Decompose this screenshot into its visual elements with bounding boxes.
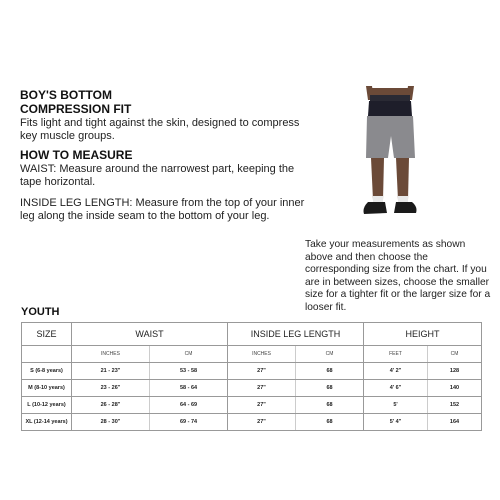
cell-leg-cm: 68 — [296, 414, 364, 431]
cell-waist-inches: 26 - 28" — [72, 397, 150, 414]
cell-leg-cm: 68 — [296, 380, 364, 397]
cell-height-feet: 4' 6" — [364, 380, 428, 397]
cell-height-cm: 128 — [428, 363, 482, 380]
model-shorts — [366, 116, 415, 158]
model-torso — [368, 88, 412, 96]
cell-leg-inches: 27" — [228, 380, 296, 397]
how-to-measure-heading: HOW TO MEASURE — [20, 148, 133, 162]
cell-waist-inches: 21 - 23" — [72, 363, 150, 380]
cell-leg-cm: 68 — [296, 363, 364, 380]
cell-size: L (10-12 years) — [22, 397, 72, 414]
fit-description: Fits light and tight against the skin, designed to compress key muscle groups. — [20, 117, 300, 142]
header-height: HEIGHT — [364, 323, 482, 346]
cell-waist-cm: 53 - 58 — [150, 363, 228, 380]
subheader-waist-cm: CM — [150, 346, 228, 363]
cell-waist-cm: 64 - 69 — [150, 397, 228, 414]
model-shoe-left — [364, 202, 388, 214]
model-shoe-right — [394, 202, 417, 213]
model-photo — [352, 86, 434, 226]
cell-waist-cm: 58 - 64 — [150, 380, 228, 397]
cell-height-feet: 5' 4" — [364, 414, 428, 431]
size-chart-table — [21, 322, 482, 431]
subheader-leg-cm: CM — [296, 346, 364, 363]
cell-leg-inches: 27" — [228, 363, 296, 380]
section-label: YOUTH — [21, 306, 60, 318]
cell-height-feet: 4' 2" — [364, 363, 428, 380]
subheader-height-cm: CM — [428, 346, 482, 363]
cell-height-feet: 5' — [364, 397, 428, 414]
title-line-2: COMPRESSION FIT — [20, 102, 132, 116]
subheader-leg-inches: INCHES — [228, 346, 296, 363]
table-row — [22, 380, 482, 397]
table-subheader-row — [22, 346, 482, 363]
cell-waist-cm: 69 - 74 — [150, 414, 228, 431]
table-header-row — [22, 323, 482, 346]
table-row — [22, 397, 482, 414]
cell-waist-inches: 23 - 26" — [72, 380, 150, 397]
cell-size: XL (12-14 years) — [22, 414, 72, 431]
model-sock-right — [398, 196, 408, 202]
cell-size: S (6-8 years) — [22, 363, 72, 380]
model-sock-left — [373, 196, 383, 202]
title-line-1: BOY'S BOTTOM — [20, 88, 112, 102]
cell-leg-inches: 27" — [228, 414, 296, 431]
table-row — [22, 363, 482, 380]
cell-height-cm: 140 — [428, 380, 482, 397]
model-compression-shorts — [368, 101, 412, 116]
header-inside-leg: INSIDE LEG LENGTH — [228, 323, 364, 346]
cell-height-cm: 164 — [428, 414, 482, 431]
cell-waist-inches: 28 - 30" — [72, 414, 150, 431]
subheader-blank — [22, 346, 72, 363]
model-waistband — [370, 95, 410, 101]
cell-leg-cm: 68 — [296, 397, 364, 414]
header-size: SIZE — [22, 323, 72, 346]
subheader-height-feet: FEET — [364, 346, 428, 363]
cell-size: M (8-10 years) — [22, 380, 72, 397]
page-title — [20, 88, 131, 116]
header-waist: WAIST — [72, 323, 228, 346]
waist-instructions: WAIST: Measure around the narrowest part, keeping the tape horizontal. — [20, 163, 295, 188]
measurement-note: Take your measurements as shown above and then choose the corresponding size from the chart. If you are in between sizes, choose the smaller size for a tighter fit or the larger size for a looser fit. — [305, 239, 491, 313]
cell-leg-inches: 27" — [228, 397, 296, 414]
subheader-waist-inches: INCHES — [72, 346, 150, 363]
table-row — [22, 414, 482, 431]
cell-height-cm: 152 — [428, 397, 482, 414]
model-leg-right — [396, 158, 409, 200]
inside-leg-instructions: INSIDE LEG LENGTH: Measure from the top of your inner leg along the inside seam to the bottom of your leg. — [20, 197, 305, 222]
model-leg-left — [371, 158, 384, 200]
